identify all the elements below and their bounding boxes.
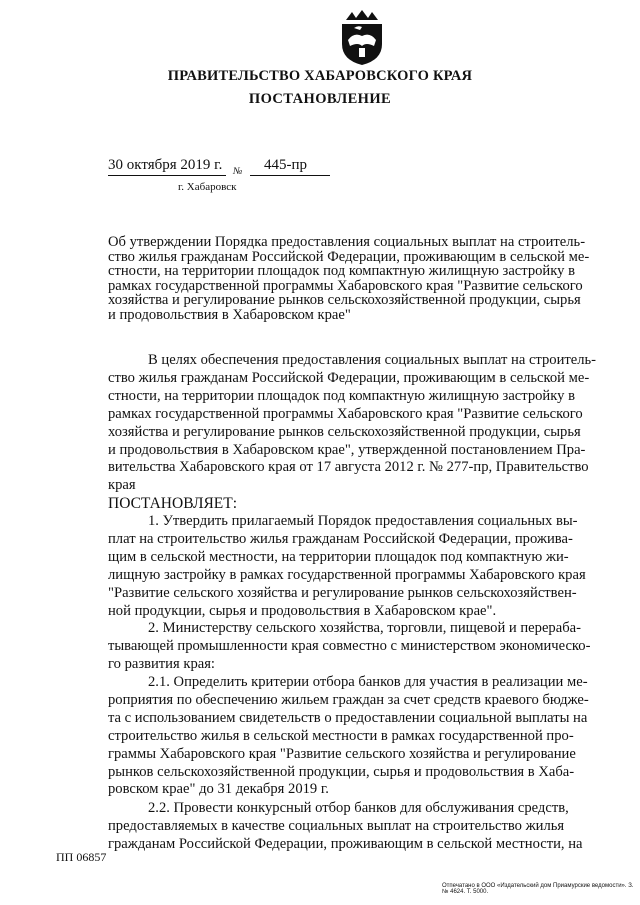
document-date: 30 октября 2019 г. — [108, 157, 223, 173]
text-line: 1. Утвердить прилагаемый Порядок предоставления социальных вы- — [148, 513, 578, 529]
text-line: та с использованием свидетельств о предоставлении социальной выплаты на — [108, 709, 588, 726]
title-line: рамках государственной программы Хабаровского края "Развитие сельского — [108, 277, 583, 294]
date-underline — [108, 175, 226, 176]
city: г. Хабаровск — [178, 181, 237, 193]
printer-imprint: Отпечатано в ООО «Издательский дом Приамурские ведомости». З. № 4624. Т. 5000. — [442, 883, 634, 895]
text-line: 2.1. Определить критерии отбора банков для участия в реализации ме- — [148, 674, 588, 690]
text-line: тывающей промышленности края совместно с министерством экономическо- — [108, 637, 591, 654]
document-number: 445-пр — [264, 157, 308, 173]
document-stamp: ПП 06857 — [56, 850, 107, 864]
text-line: ровском крае" до 31 декабря 2019 г. — [108, 781, 329, 798]
text-line: щим в сельской местности, на территории площадок под компактную жи- — [108, 548, 569, 565]
text-line: ной продукции, сырья и продовольствия в Хабаровском крае". — [108, 602, 497, 619]
text-line: лищную застройку в рамках государственной программы Хабаровского края — [108, 566, 586, 583]
text-line: 2. Министерству сельского хозяйства, торговли, пищевой и перераба- — [148, 620, 581, 636]
text-line: хозяйства и регулирование рынков сельскохозяйственной продукции, сырья — [108, 423, 581, 440]
text-line: граммы Хабаровского края "Развитие сельского хозяйства и регулирование — [108, 745, 576, 762]
text-line: "Развитие сельского хозяйства и регулирование рынков сельскохозяйствен- — [108, 584, 577, 601]
text-line: рамках государственной программы Хабаровского края "Развитие сельского — [108, 405, 583, 422]
title-line: ство жилья гражданам Российской Федерации, проживающим в сельской ме- — [108, 248, 590, 265]
title-line: и продовольствия в Хабаровском крае" — [108, 306, 351, 323]
text-line: строительство жилья в сельской местности в рамках государственной про- — [108, 727, 574, 744]
resolves-heading: ПОСТАНОВЛЯЕТ: — [108, 495, 238, 513]
text-line: плат на строительство жилья гражданам Российской Федерации, прожива- — [108, 530, 573, 547]
government-heading: ПРАВИТЕЛЬСТВО ХАБАРОВСКОГО КРАЯ — [167, 68, 473, 84]
document-type: ПОСТАНОВЛЕНИЕ — [248, 91, 392, 107]
text-line: края — [108, 477, 136, 494]
item-2-2 — [108, 800, 616, 854]
text-line: го развития края: — [108, 655, 215, 672]
text-line: предоставляемых в качестве социальных выплат на строительство жилья — [108, 817, 565, 834]
text-line: вительства Хабаровского края от 17 августа 2012 г. № 277-пр, Правительство — [108, 459, 589, 476]
text-line: гражданам Российской Федерации, проживающим в сельской местности, на — [108, 835, 583, 852]
item-2-1 — [108, 674, 616, 799]
text-line: ство жилья гражданам Российской Федерации, проживающим в сельской ме- — [108, 369, 590, 386]
text-line: 2.2. Провести конкурсный отбор банков для обслуживания средств, — [148, 800, 569, 816]
title-line: Об утверждении Порядка предоставления социальных выплат на строитель- — [108, 234, 586, 250]
number-label: № — [233, 166, 243, 177]
document-title — [108, 235, 616, 323]
text-line: стности, на территории площадок под компактную жилищную застройку в — [108, 387, 575, 404]
title-line: хозяйства и регулирование рынков сельскохозяйственной продукции, сырья — [108, 292, 581, 309]
text-line: и продовольствия в Хабаровском крае", утвержденной постановлением Пра- — [108, 441, 586, 458]
item-2 — [108, 620, 616, 674]
title-line: стности, на территории площадок под компактную жилищную застройку в — [108, 263, 575, 280]
coat-of-arms-icon — [336, 8, 388, 66]
item-1 — [108, 513, 616, 620]
text-line: роприятия по обеспечению жильем граждан за счет средств краевого бюдже- — [108, 691, 589, 708]
number-underline — [250, 175, 330, 176]
preamble — [108, 352, 616, 513]
text-line: рынков сельскохозяйственной продукции, сырья и продовольствия в Хаба- — [108, 763, 575, 780]
text-line: В целях обеспечения предоставления социальных выплат на строитель- — [148, 352, 597, 368]
